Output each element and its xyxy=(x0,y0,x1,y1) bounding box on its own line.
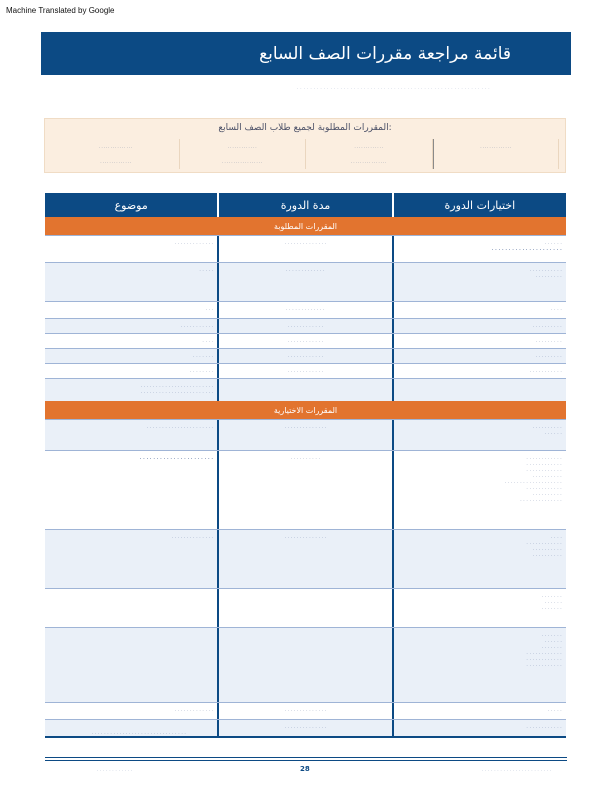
cell-line: . . . . . . . . . . . . . . . . . . . xyxy=(504,480,562,484)
options-cell xyxy=(392,703,566,719)
subject-cell xyxy=(45,530,217,588)
duration-cell xyxy=(217,420,391,450)
options-cell xyxy=(392,628,566,702)
subject-cell xyxy=(45,319,217,333)
table-row xyxy=(45,262,566,301)
cell-line: . . . . . . . . . . . . . xyxy=(174,708,214,712)
subject-cell xyxy=(45,349,217,363)
duration-cell xyxy=(217,302,391,318)
options-cell xyxy=(392,364,566,378)
cell-line: . . . . . . . . . . xyxy=(532,492,562,496)
duration-cell xyxy=(217,589,391,627)
table-row xyxy=(45,588,566,627)
cell-line: . . . . . . . . . . . . . . xyxy=(284,725,327,729)
footnote: . . . . . . . . . . . . . . . . . . . . . . . . . . . . . . . xyxy=(92,731,187,735)
cell-line: . . . . . . . . . xyxy=(535,274,562,278)
duration-cell xyxy=(217,703,391,719)
cell-line: . . . . . . xyxy=(545,639,562,643)
machine-translated-label: Machine Translated by Google xyxy=(6,6,115,15)
options-cell xyxy=(392,451,566,529)
cell-line: . . . . . . . . . . . . . . xyxy=(284,708,327,712)
page-title-bar xyxy=(41,32,571,75)
cell-line: . . . . . . xyxy=(545,241,562,245)
duration-cell xyxy=(217,334,391,348)
options-cell xyxy=(392,236,566,262)
table-row xyxy=(45,529,566,588)
cell-line: . . . . . . . . . . . . xyxy=(287,354,324,358)
table-row xyxy=(45,333,566,348)
cell-line: . . . . . . . . . . . . xyxy=(287,369,324,373)
required-course-cell: . . . . . . . . . . . . . xyxy=(306,139,433,154)
cell-line: . . . . . . . . . . . . xyxy=(526,462,562,466)
cell-line: . . . . . . . xyxy=(541,633,562,637)
options-cell xyxy=(392,334,566,348)
options-cell xyxy=(392,349,566,363)
options-cell xyxy=(392,302,566,318)
options-cell xyxy=(392,589,566,627)
cell-line: . . . . . . . . . . . . . . xyxy=(171,535,214,539)
required-courses-box xyxy=(44,118,566,173)
cell-line: . . . xyxy=(205,307,214,311)
duration-cell xyxy=(217,263,391,301)
required-course-cell: . . . . . . . . . . . . . . xyxy=(433,139,560,154)
cell-line: . . . . . . . . . . . . xyxy=(287,324,324,328)
cell-line: . . . . . . . . . . . xyxy=(180,324,214,328)
table-row xyxy=(45,378,566,401)
course-table xyxy=(45,193,566,738)
options-cell xyxy=(392,319,566,333)
required-course-cell: . . . . . . . . . . . . . . . xyxy=(53,139,180,154)
cell-line: . . . . . . xyxy=(545,600,562,604)
options-cell xyxy=(392,720,566,736)
cell-line: . . . . . . . . . . . . . . xyxy=(284,241,327,245)
table-row xyxy=(45,450,566,529)
table-row xyxy=(45,301,566,318)
section-required: المقررات المطلوبة xyxy=(45,217,566,235)
cell-line: . . . . . . . . . . xyxy=(532,547,562,551)
cell-line: . . . . . . . . . . . . . . . . . . . . . . xyxy=(147,425,214,429)
subject-cell xyxy=(45,379,217,401)
options-cell xyxy=(392,379,566,401)
header-subject: موضوع xyxy=(114,198,148,212)
cell-line: . . . . . . . . . xyxy=(535,354,562,358)
footer-right-text: . . . . . . . . . . . . . . . . . . . . . . . xyxy=(482,768,552,772)
cell-line: . . . . . . . . . . . . . . . . . . . . . . xyxy=(139,456,214,460)
cell-line: . . . . . . . . . . . . xyxy=(526,486,562,490)
cell-line: . . . . . . . . . xyxy=(535,339,562,343)
duration-cell xyxy=(217,628,391,702)
duration-cell xyxy=(217,530,391,588)
required-course-cell: . . . . . . . . . . . . . . . . xyxy=(306,154,433,169)
table-row xyxy=(45,702,566,719)
table-row xyxy=(45,363,566,378)
cell-line: . . . . . . . . . . xyxy=(290,456,321,460)
cell-line: . . . . . . . . . . . . xyxy=(526,663,562,667)
cell-line: . . . . . . . . . . . . . xyxy=(286,307,325,311)
cell-line: . . . . . . . . . . . . xyxy=(526,456,562,460)
cell-line: . . . . . . . . xyxy=(190,369,214,373)
subject-cell xyxy=(45,420,217,450)
table-row xyxy=(45,348,566,363)
table-row xyxy=(45,318,566,333)
intro-text: . . . . . . . . . . . . . . . . . . . . . . . . . . . . . . . . . . . . . . . . . . . . . . . . . . . . . . . . . . xyxy=(297,86,490,90)
cell-line: . . . . . . . . . . . . . . xyxy=(284,425,327,429)
cell-line: . . . . . . . . . . . . xyxy=(287,339,324,343)
duration-cell xyxy=(217,364,391,378)
table-row xyxy=(45,419,566,450)
header-options: اختيارات الدورة xyxy=(392,193,566,217)
options-cell xyxy=(392,263,566,301)
cell-line: . . . . . xyxy=(548,708,562,712)
duration-cell xyxy=(217,451,391,529)
table-body xyxy=(45,235,566,736)
subject-cell xyxy=(45,451,217,529)
cell-line: . . . . . . . . . . . . . . xyxy=(284,535,327,539)
duration-cell xyxy=(217,236,391,262)
table-header xyxy=(45,193,566,217)
cell-line: . . . . . . . . . . . . xyxy=(526,541,562,545)
cell-line: . . . . . . . . . . . . . xyxy=(286,268,325,272)
subject-cell xyxy=(45,703,217,719)
options-cell xyxy=(392,530,566,588)
subject-cell xyxy=(45,628,217,702)
cell-line: . . . . . . . . . . xyxy=(532,425,562,429)
cell-line: . . . . . . . . . . . . . . xyxy=(520,498,562,502)
cell-line: . . . . . . . . . . . . xyxy=(526,651,562,655)
cell-line: . . . . . . . . . . . . . . . . . . . . . xyxy=(491,247,562,251)
page-title: قائمة مراجعة مقررات الصف السابع xyxy=(259,43,511,64)
required-course-cell: . . . . . . . . . . . . . . xyxy=(53,154,180,169)
cell-line: . . . . . . . . . . . . xyxy=(526,468,562,472)
table-bottom-rule xyxy=(45,736,566,738)
table-row xyxy=(45,235,566,262)
required-course-cell: . . . . . . . . . . . . . xyxy=(180,139,307,154)
cell-line: . . . . . . . xyxy=(541,606,562,610)
duration-cell xyxy=(217,720,391,736)
cell-line: . . . . . . . . . . xyxy=(532,324,562,328)
cell-line: . . . . . . . xyxy=(541,645,562,649)
required-course-cell: . . . . . . . . . . . . . . . . . . xyxy=(180,154,307,169)
cell-line: . . . . . . . xyxy=(193,354,214,358)
subject-cell xyxy=(45,302,217,318)
cell-line: . . . . xyxy=(551,307,562,311)
cell-line: . . . . . . xyxy=(545,431,562,435)
duration-cell xyxy=(217,319,391,333)
options-cell xyxy=(392,420,566,450)
cell-line: . . . . . xyxy=(199,268,214,272)
cell-line: . . . . xyxy=(202,339,214,343)
required-courses-heading: المقررات المطلوبة لجميع طلاب الصف السابع: xyxy=(218,123,392,133)
footer-rule-top xyxy=(45,757,567,758)
table-row xyxy=(45,627,566,702)
section-elective: المقررات الاختيارية xyxy=(45,401,566,419)
duration-cell xyxy=(217,349,391,363)
page-number: 28 xyxy=(300,765,310,773)
cell-line: . . . . xyxy=(551,535,562,539)
cell-line: . . . . . . . . . . . . . . . . . . . . . . . . xyxy=(140,390,214,394)
subject-cell xyxy=(45,263,217,301)
required-course-cell xyxy=(433,154,560,169)
cell-line: . . . . . . . . . . . . . xyxy=(174,241,214,245)
cell-line: . . . . . . . . . . . . . . . . . . . . . . . . xyxy=(140,384,214,388)
cell-line: . . . . . . . . . . . xyxy=(529,369,562,373)
cell-line: . . . . . . . . . . xyxy=(532,474,562,478)
footer-left-text: . . . . . . . . . . . . xyxy=(97,768,133,772)
required-courses-grid xyxy=(53,139,559,169)
cell-line: . . . . . . . . . . . xyxy=(529,268,562,272)
cell-line: . . . . . . . xyxy=(541,594,562,598)
duration-cell xyxy=(217,379,391,401)
subject-cell xyxy=(45,589,217,627)
cell-line: . . . . . . . . . . xyxy=(532,553,562,557)
cell-line: . . . . . . . . . . . . xyxy=(526,657,562,661)
cell-line: . . . . . . . . . . . . xyxy=(526,725,562,729)
subject-cell xyxy=(45,334,217,348)
subject-cell xyxy=(45,364,217,378)
header-duration: مدة الدورة xyxy=(217,193,391,217)
subject-cell xyxy=(45,236,217,262)
footer-rule-bottom xyxy=(45,760,567,761)
